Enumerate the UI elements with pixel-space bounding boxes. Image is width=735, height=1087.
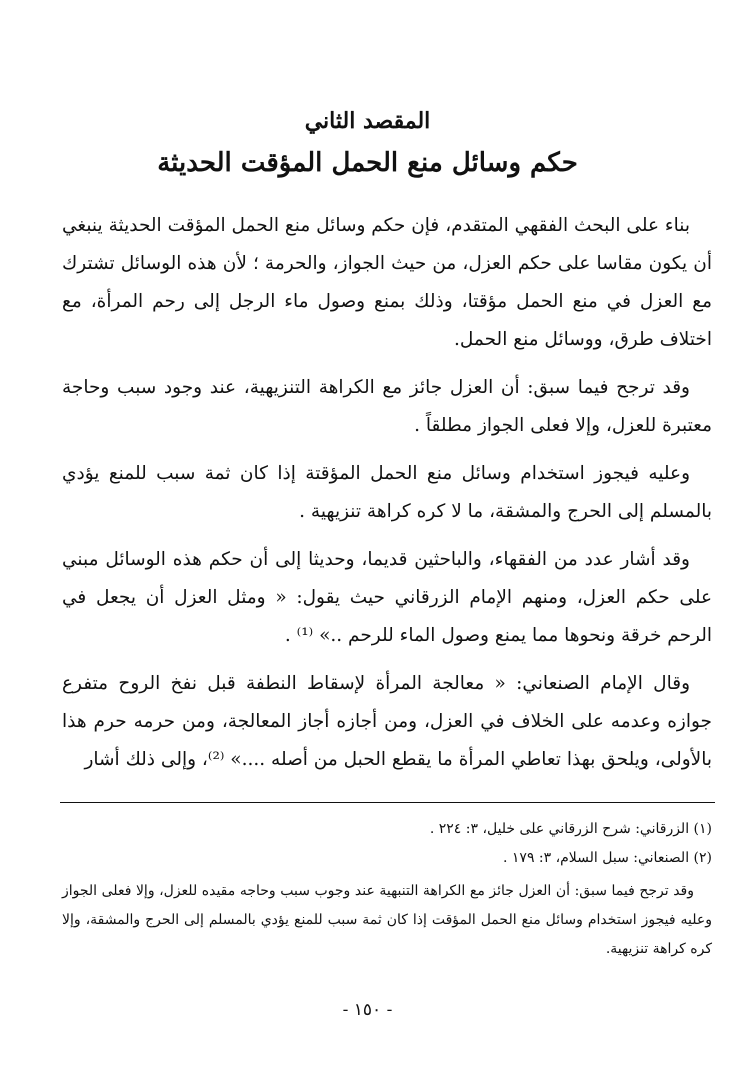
footnotes (62, 815, 712, 978)
body-text (62, 207, 712, 789)
paragraph: وقال الإمام الصنعاني: « معالجة المرأة لإسقاط النطفة قبل نفخ الروح متفرع جوازه وعدمه على الخلاف في العزل، ومن أجازه أجاز المعالجة، ومن حرمه حرم هذا بالأولى، ويلحق بهذا تعاطي المرأة ما يقطع الحبل من أصله ....» ⁽²⁾، وإلى ذلك أشار (62, 673, 712, 770)
page-title: حكم وسائل منع الحمل المؤقت الحديثة (157, 148, 578, 178)
footnote-divider (60, 802, 715, 803)
paragraph: وقد ترجح فيما سبق: أن العزل جائز مع الكراهة التنزيهية، عند وجود سبب وحاجة معتبرة للعزل، وإلا فعلى الجواز مطلقاً . (62, 377, 712, 436)
paragraph: وقد أشار عدد من الفقهاء، والباحثين قديما، وحديثا إلى أن حكم هذه الوسائل مبني على حكم العزل، ومنهم الإمام الزرقاني حيث يقول: « ومثل العزل أن يجعل في الرحم خرقة ونحوها مما يمنع وصول الماء للرحم ..» ⁽¹⁾ . (62, 549, 712, 646)
margin-note: وقد ترجح فيما سبق: أن العزل جائز مع الكراهة التنبهية عند وجوب سبب وحاجه مقيده للعزل، وإلا فعلى الجواز وعليه فيجوز استخدام وسائل منع الحمل المؤقت إذا كان ثمة سبب للمنع يؤدي بالمسلم إلى الحرج والمشقة، وإلا كره كراهة تنزيهية. (62, 883, 712, 957)
paragraph: بناء على البحث الفقهي المتقدم، فإن حكم وسائل منع الحمل المؤقت الحديثة ينبغي أن يكون مقاسا على حكم العزل، من حيث الجواز، والحرمة ؛ لأن هذه الوسائل تشترك مع العزل في منع الحمل مؤقتا، وذلك بمنع وصول ماء الرجل إلى رحم المرأة، مع اختلاف طرق، ووسائل منع الحمل. (62, 215, 712, 350)
paragraph: وعليه فيجوز استخدام وسائل منع الحمل المؤقتة إذا كان ثمة سبب للمنع يؤدي بالمسلم إلى الحرج والمشقة، ما لا كره كراهة تنزيهية . (62, 463, 712, 522)
footnote: (٢) الصنعاني: سبل السلام، ٣: ١٧٩ . (503, 850, 712, 866)
page-number: - ١٥٠ - (342, 1000, 393, 1020)
footnote: (١) الزرقاني: شرح الزرقاني على خليل، ٣: ٢٢٤ . (429, 821, 712, 837)
section-heading: المقصد الثاني (304, 108, 431, 134)
